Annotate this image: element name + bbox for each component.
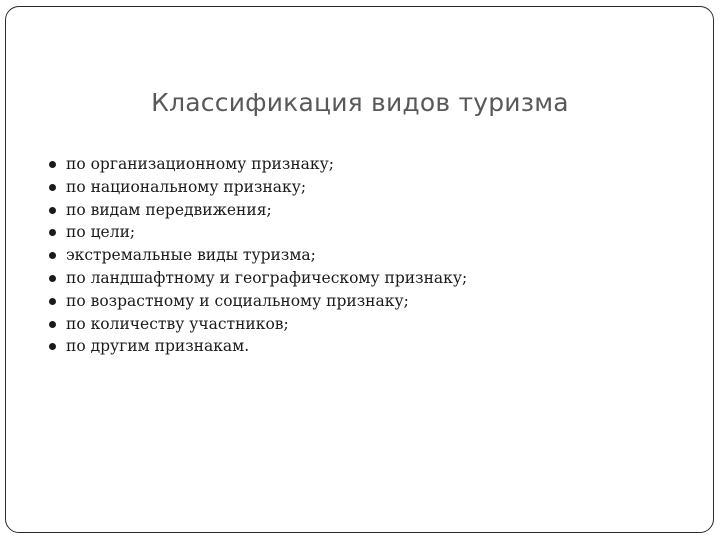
list-item-text: по цели; bbox=[66, 223, 136, 242]
bullet-icon bbox=[49, 298, 56, 305]
list-item-text: по возрастному и социальному признаку; bbox=[66, 291, 409, 310]
list-item-text: по ландшафтному и географическому признаку; bbox=[66, 268, 468, 287]
list-item-text: экстремальные виды туризма; bbox=[66, 246, 316, 265]
list-item-text: по видам передвижения; bbox=[66, 200, 272, 219]
bullet-icon bbox=[49, 184, 56, 191]
list-item-text: по другим признакам. bbox=[66, 337, 250, 356]
slide-title: Классификация видов туризма bbox=[151, 88, 569, 117]
list-item-text: по количеству участников; bbox=[66, 314, 289, 333]
bullet-icon bbox=[49, 161, 56, 168]
list-item-text: по национальному признаку; bbox=[66, 177, 307, 196]
list-item-text: по организационному признаку; bbox=[66, 155, 334, 173]
bullet-icon bbox=[49, 321, 56, 328]
bullet-icon bbox=[49, 275, 56, 282]
bullet-icon bbox=[49, 207, 56, 214]
